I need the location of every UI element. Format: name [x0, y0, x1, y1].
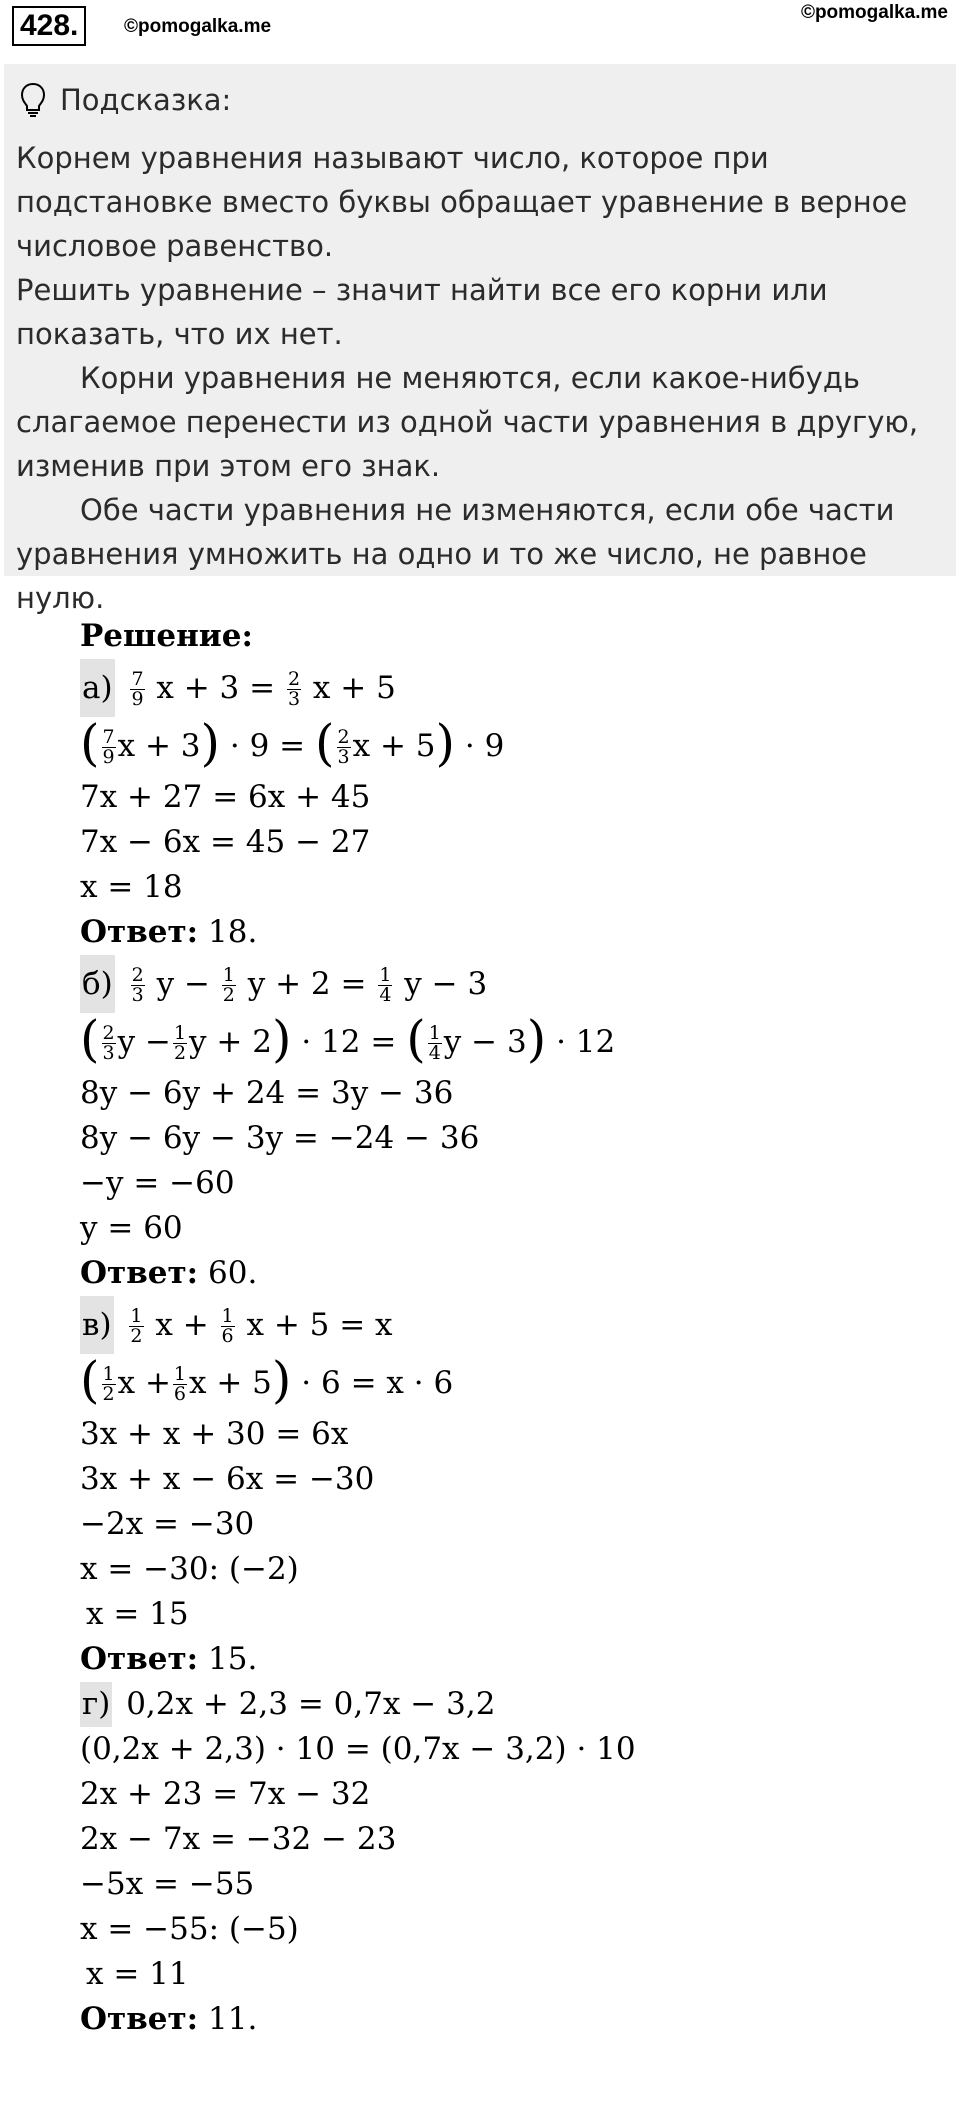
equation-c: в) $\frac{1}{2}$ x + $\frac{1}{6}$ x + 5 = x: [80, 1296, 940, 1354]
fraction: $\frac{1}{2}$: [130, 1305, 143, 1347]
fraction: $\frac{1}{2}$: [222, 964, 235, 1006]
answer-line: Ответ: 15.: [80, 1641, 258, 1677]
fraction: $\frac{7}{9}$: [102, 726, 115, 768]
equation-a: [80, 659, 940, 717]
step-line: ( $\frac{2}{3}$ y − $\frac{1}{2}$ y + 2) · 12 = ( $\frac{1}{4}$ y − 3) · 12: [80, 1010, 616, 1068]
step-line: −5x = −55: [80, 1866, 255, 1902]
part-label-a: а): [80, 659, 115, 717]
step-line: (0,2x + 2,3) · 10 = (0,7x − 3,2) · 10: [80, 1731, 636, 1767]
hint-title: Подсказка:: [60, 83, 232, 117]
step-line: 3x + x − 6x = −30: [80, 1461, 375, 1497]
hint-body: [16, 136, 942, 620]
step-line: −y = −60: [80, 1165, 235, 1201]
fraction: $\frac{1}{6}$: [173, 1363, 187, 1405]
step-line: x = 11: [86, 1956, 189, 1992]
fraction: $\frac{2}{3}$: [102, 1022, 115, 1064]
step-line: x = −55: (−5): [80, 1911, 299, 1947]
step-line: 2x − 7x = −32 − 23: [80, 1821, 397, 1857]
solution-title: Решение:: [80, 618, 253, 654]
fraction: $\frac{1}{4}$: [428, 1022, 441, 1064]
step-line: 2x + 23 = 7x − 32: [80, 1776, 371, 1812]
step-line: x = 15: [86, 1596, 189, 1632]
equation-b: б) $\frac{2}{3}$ y − $\frac{1}{2}$ y + 2 = $\frac{1}{4}$ y − 3: [80, 955, 940, 1013]
watermark-left: ©pomogalka.me: [124, 16, 272, 37]
step-line: 8y − 6y + 24 = 3y − 36: [80, 1075, 454, 1111]
hint-paragraph: Решить уравнение – значит найти все его корни или показать, что их нет.: [16, 273, 828, 351]
step-line: y = 60: [80, 1210, 183, 1246]
answer-line: Ответ: 11.: [80, 2001, 258, 2037]
top-bar: [0, 0, 960, 56]
fraction: $\frac{2}{3}$: [337, 726, 350, 768]
watermark-right: ©pomogalka.me: [800, 2, 948, 23]
fraction: $\frac{7}{9}$: [131, 668, 144, 710]
part-label-d: г): [80, 1682, 112, 1727]
answer-line: Ответ: 60.: [80, 1255, 258, 1291]
fraction: $\frac{1}{2}$: [102, 1363, 115, 1405]
hint-header: [20, 70, 231, 130]
step-line: ( $\frac{7}{9}$ x + 3) · 9 = ( $\frac{2}{3}$ x + 5) · 9: [80, 714, 505, 772]
hint-box: [4, 64, 956, 615]
step-line: 3x + x + 30 = 6x: [80, 1416, 349, 1452]
step-line: −2x = −30: [80, 1506, 255, 1542]
fraction: $\frac{2}{3}$: [287, 668, 301, 710]
lightbulb-icon: [20, 82, 46, 118]
fraction: $\frac{1}{2}$: [173, 1022, 187, 1064]
hint-paragraph: Корни уравнения не меняются, если какое-нибудь слагаемое перенести из одной части уравнения в другую, изменив при этом его знак.: [16, 361, 919, 483]
step-line: 7x + 27 = 6x + 45: [80, 779, 371, 815]
equation-d: г) 0,2x + 2,3 = 0,7x − 3,2: [80, 1682, 940, 1727]
answer-line: Ответ: 18.: [80, 914, 258, 950]
part-label-b: б): [80, 955, 115, 1013]
fraction: $\frac{1}{6}$: [221, 1305, 234, 1347]
equation-text: x + 3 =: [156, 670, 276, 706]
step-line: x = −30: (−2): [80, 1551, 299, 1587]
solution: [80, 614, 940, 2042]
step-line: 7x − 6x = 45 − 27: [80, 824, 371, 860]
hint-paragraph: Обе части уравнения не изменяются, если обе части уравнения умножить на одно и то же число, не равное нулю.: [16, 493, 895, 615]
fraction: $\frac{2}{3}$: [131, 964, 144, 1006]
fraction: $\frac{1}{4}$: [379, 964, 392, 1006]
part-label-c: в): [80, 1296, 114, 1354]
step-line: 8y − 6y − 3y = −24 − 36: [80, 1120, 480, 1156]
step-line: x = 18: [80, 869, 183, 905]
equation-text: x + 5: [312, 670, 396, 706]
hint-paragraph: Корнем уравнения называют число, которое при подстановке вместо буквы обращает уравнение в верное числовое равенство.: [16, 141, 908, 263]
step-line: ( $\frac{1}{2}$ x + $\frac{1}{6}$ x + 5) · 6 = x · 6: [80, 1351, 454, 1409]
problem-number: 428.: [12, 6, 86, 46]
